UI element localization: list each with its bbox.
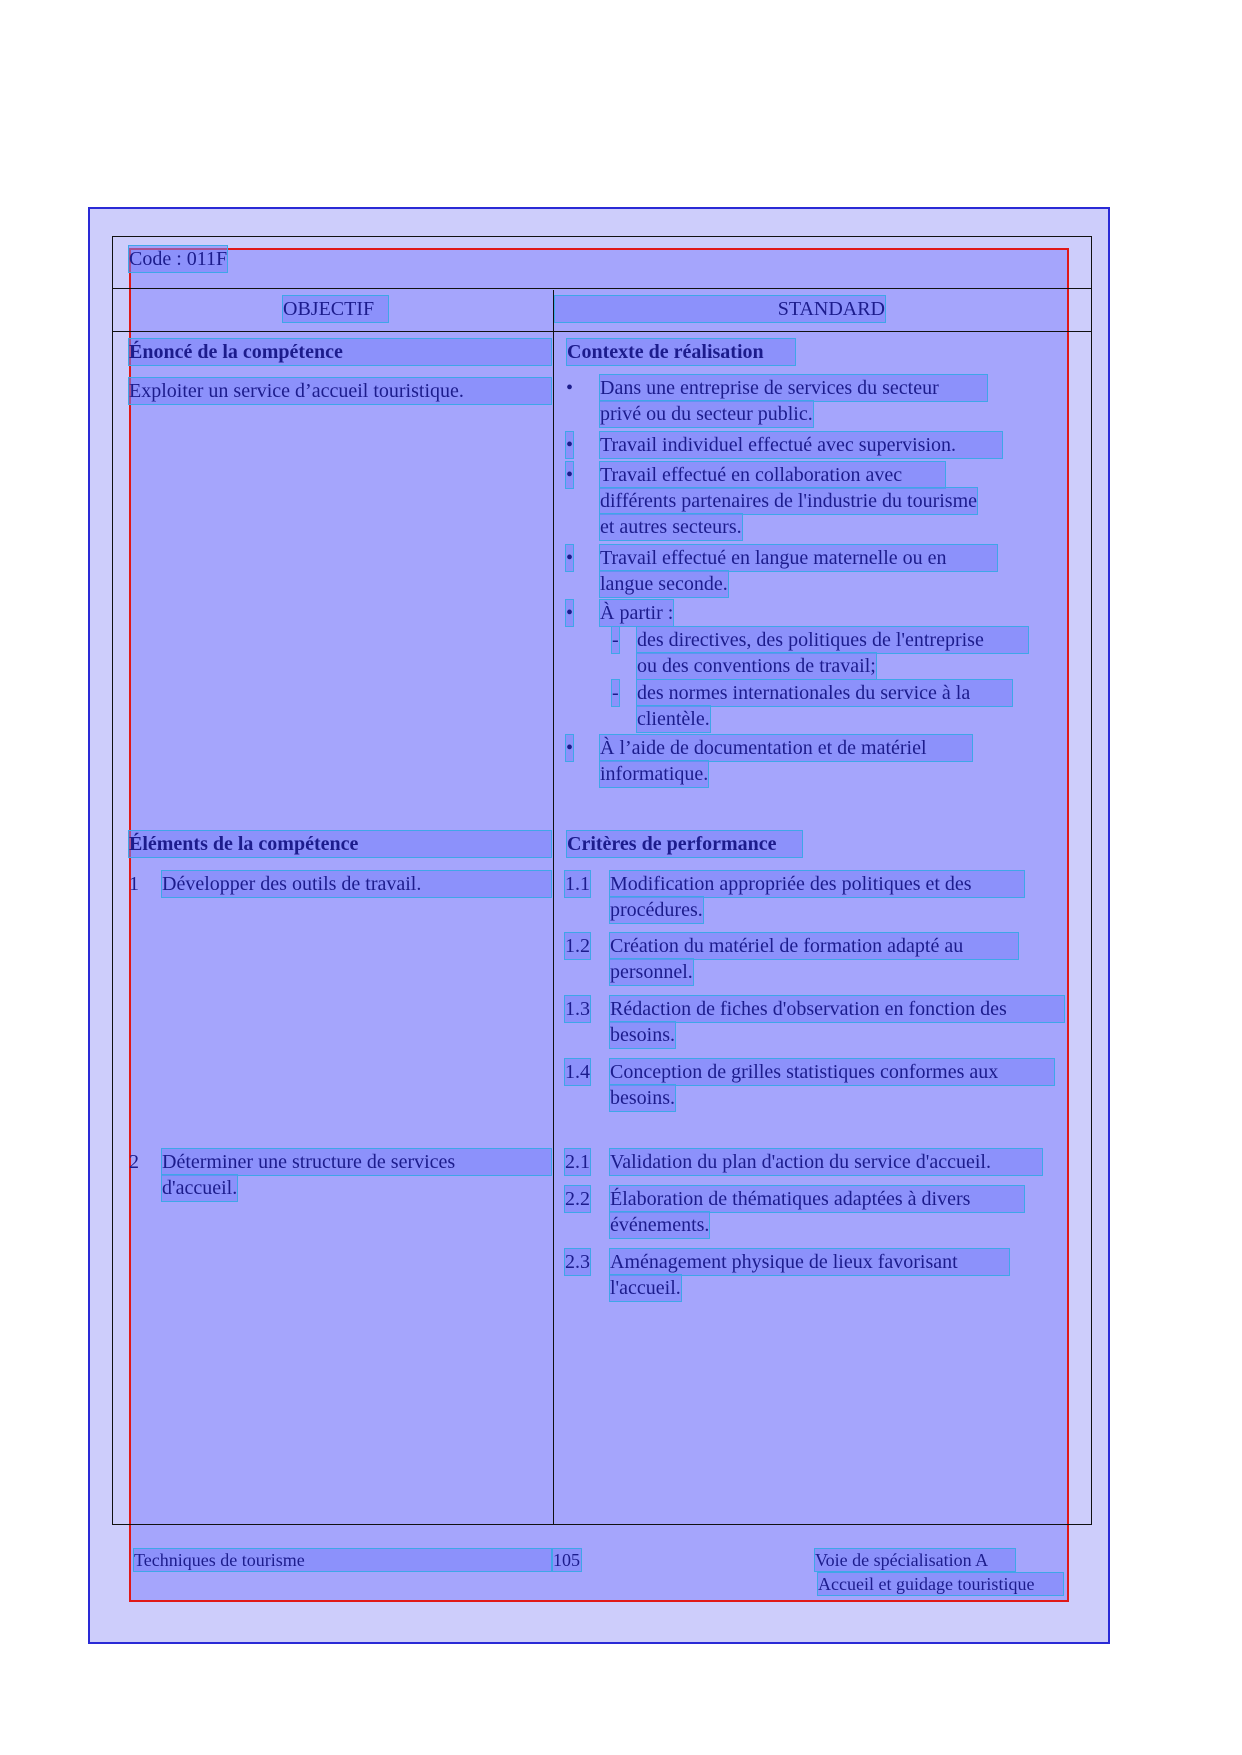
contexte-item: Travail individuel effectué avec supervision. (600, 432, 1002, 458)
critere-text: Validation du plan d'action du service d'accueil. (610, 1149, 1042, 1175)
critere-text: Aménagement physique de lieux favorisant (610, 1249, 1009, 1275)
contexte-item: Travail effectué en langue maternelle ou en (600, 545, 997, 571)
critere-text: Rédaction de fiches d'observation en fonction des (610, 996, 1064, 1022)
contexte-item: informatique. (600, 763, 709, 785)
bullet-marker: • (566, 737, 574, 759)
critere-text: événements. (610, 1214, 710, 1236)
apartir-subitem: clientèle. (637, 708, 710, 730)
critere-number: 2.2 (565, 1188, 590, 1210)
enonce-text: Exploiter un service d’accueil touristique. (129, 378, 551, 404)
critere-number: 2.1 (565, 1151, 590, 1173)
bullet-marker: • (566, 377, 574, 399)
critere-text: besoins. (610, 1024, 675, 1046)
header-divider (112, 288, 1092, 289)
dash-marker: - (612, 629, 619, 651)
footer-specialization: Voie de spécialisation A (815, 1549, 1015, 1571)
column-header-divider (112, 331, 1092, 332)
element-text: d'accueil. (162, 1177, 238, 1199)
bullet-marker: • (566, 602, 574, 624)
enonce-title: Énoncé de la compétence (129, 339, 551, 365)
critere-number: 1.1 (565, 873, 590, 895)
contexte-item: langue seconde. (600, 573, 728, 595)
element-number: 2 (129, 1151, 139, 1173)
critere-text: procédures. (610, 899, 703, 921)
element-number: 1 (129, 873, 139, 895)
apartir-subitem: ou des conventions de travail; (637, 655, 876, 677)
contexte-item: différents partenaires de l'industrie du tourisme (600, 490, 978, 512)
critere-text: personnel. (610, 961, 693, 983)
footer-specialization-title: Accueil et guidage touristique (818, 1573, 1063, 1595)
apartir-subitem: des normes internationales du service à la (637, 680, 1012, 706)
criteres-title: Critères de performance (567, 831, 802, 857)
contexte-item: Dans une entreprise de services du secteur (600, 375, 987, 401)
column-header-objectif: OBJECTIF (283, 296, 388, 322)
critere-text: Conception de grilles statistiques conformes aux (610, 1059, 1054, 1085)
bullet-marker: • (566, 464, 574, 486)
critere-text: besoins. (610, 1087, 675, 1109)
footer-program: Techniques de tourisme (134, 1549, 551, 1571)
column-divider (553, 290, 554, 1524)
critere-number: 1.3 (565, 998, 590, 1020)
contexte-item: À partir : (600, 602, 674, 624)
critere-text: Élaboration de thématiques adaptées à divers (610, 1186, 1024, 1212)
bullet-marker: • (566, 547, 574, 569)
critere-number: 2.3 (565, 1251, 590, 1273)
contexte-item: À l’aide de documentation et de matériel (600, 735, 972, 761)
critere-text: l'accueil. (610, 1277, 681, 1299)
critere-text: Modification appropriée des politiques et des (610, 871, 1024, 897)
critere-number: 1.2 (565, 935, 590, 957)
footer-page-number: 105 (553, 1550, 580, 1570)
apartir-subitem: des directives, des politiques de l'entreprise (637, 627, 1028, 653)
contexte-item: privé ou du secteur public. (600, 403, 813, 425)
element-text: Développer des outils de travail. (162, 871, 551, 897)
elements-title: Éléments de la compétence (129, 831, 551, 857)
bullet-marker: • (566, 434, 574, 456)
dash-marker: - (612, 682, 619, 704)
contexte-title: Contexte de réalisation (567, 339, 795, 365)
contexte-item: et autres secteurs. (600, 516, 742, 538)
critere-number: 1.4 (565, 1061, 590, 1083)
contexte-item: Travail effectué en collaboration avec (600, 462, 945, 488)
critere-text: Création du matériel de formation adapté au (610, 933, 1018, 959)
column-header-standard: STANDARD (555, 296, 885, 322)
element-text: Déterminer une structure de services (162, 1149, 551, 1175)
code-label: Code : 011F (129, 248, 228, 270)
